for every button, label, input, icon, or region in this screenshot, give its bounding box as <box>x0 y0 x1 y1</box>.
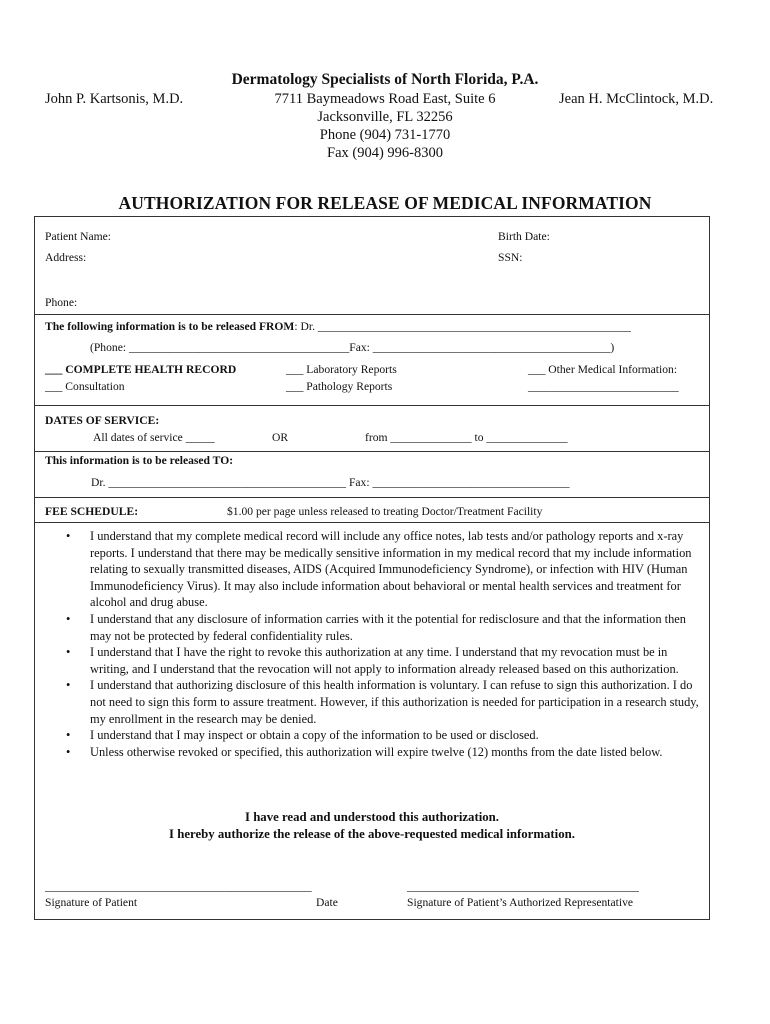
release-from-doctor-blank: : Dr. ______________________________________________________ <box>294 320 631 333</box>
signature-of-patient-label: Signature of Patient <box>45 896 138 909</box>
release-from-phone-fax: (Phone: ______________________________________Fax: _________________________________________) <box>90 341 615 354</box>
bullet-icon: • <box>66 678 71 693</box>
term-text: Unless otherwise revoked or specified, this authorization will expire twelve (12) months from the date listed below. <box>90 744 663 759</box>
term-text: I understand that I may inspect or obtain a copy of the information to be used or disclosed. <box>90 728 539 743</box>
release-to-doctor-fax: Dr. _________________________________________ Fax: __________________________________ <box>91 476 570 489</box>
other-medical-info-option: ___ Other Medical Information: <box>528 363 678 376</box>
list-item <box>66 677 706 727</box>
address-line-1: 7711 Baymeadows Road East, Suite 6 <box>274 91 496 107</box>
list-item <box>66 644 706 677</box>
divider <box>34 405 710 406</box>
term-text: I understand that I have the right to revoke this authorization at any time. I understand that my revocation must be in writing, and I understand that the revocation will not apply to information already released based on this authorization. <box>90 645 679 676</box>
birth-date-label: Birth Date: <box>498 230 550 243</box>
divider <box>34 314 710 315</box>
terms-list <box>66 528 706 760</box>
acknowledgment-line-1: I have read and understood this authorization. <box>245 810 499 824</box>
practice-phone: Phone (904) 731-1770 <box>319 127 451 143</box>
list-item <box>66 727 706 744</box>
release-from-label: The following information is to be released FROM <box>45 320 295 333</box>
list-item <box>66 744 706 761</box>
acknowledgment-line-2: I hereby authorize the release of the above-requested medical information. <box>169 827 575 841</box>
representative-signature-label: Signature of Patient’s Authorized Representative <box>407 896 634 909</box>
bullet-icon: • <box>66 611 71 626</box>
laboratory-reports-option: ___ Laboratory Reports <box>286 363 397 376</box>
list-item <box>66 611 706 644</box>
divider <box>34 497 710 498</box>
fee-schedule-text: $1.00 per page unless released to treating Doctor/Treatment Facility <box>227 505 543 518</box>
date-label: Date <box>316 896 338 909</box>
pathology-reports-option: ___ Pathology Reports <box>286 380 393 393</box>
date-range-blank: from ______________ to ______________ <box>365 431 568 444</box>
term-text: I understand that authorizing disclosure of this health information is voluntary. I can refuse to sign this authorization. I do not need to sign this form to assure treatment. However, if this authorization is needed for participation in a research study, my enrollment in the research may be denied. <box>90 678 699 726</box>
consultation-option: ___ Consultation <box>45 380 125 393</box>
doctor-right: Jean H. McClintock, M.D. <box>559 91 714 107</box>
or-label: OR <box>272 431 289 444</box>
bullet-icon: • <box>66 645 71 660</box>
release-from-line <box>45 320 631 334</box>
practice-name: Dermatology Specialists of North Florida, P.A. <box>231 71 539 88</box>
bullet-icon: • <box>66 529 71 543</box>
address-line-2: Jacksonville, FL 32256 <box>317 109 453 125</box>
complete-health-record-option: ___ COMPLETE HEALTH RECORD <box>45 363 237 376</box>
term-text: I understand that any disclosure of information carries with it the potential for redisclosure and that the information then may not be protected by federal confidentiality rules. <box>90 611 686 643</box>
representative-signature-line: ________________________________________ <box>407 880 639 893</box>
list-item <box>66 528 706 611</box>
all-dates-option: All dates of service _____ <box>93 431 215 444</box>
phone-label: Phone: <box>45 296 78 309</box>
dates-of-service-label: DATES OF SERVICE: <box>45 414 160 427</box>
bullet-icon: • <box>66 728 71 743</box>
divider <box>34 522 710 523</box>
patient-signature-line: ______________________________________________ <box>45 880 312 893</box>
practice-fax: Fax (904) 996-8300 <box>327 145 443 161</box>
divider <box>34 451 710 452</box>
term-text: I understand that my complete medical record will include any office notes, lab tests and/or pathology reports and x-ray reports. I understand that there may be medically sensitive information in my medical record that my include information relating to sexually transmitted diseases, AIDS (Acquired Immunodeficiency Syndrome), or infection with HIV (Human Immunodeficiency Virus). It may also include information about behavioral or mental health services and treatment for alcohol and drug abuse. <box>90 529 692 610</box>
release-to-label: This information is to be released TO: <box>45 454 234 467</box>
fee-schedule-label: FEE SCHEDULE: <box>45 505 139 518</box>
form-title: AUTHORIZATION FOR RELEASE OF MEDICAL INFORMATION <box>118 193 652 213</box>
other-medical-info-blank: __________________________ <box>528 380 679 393</box>
patient-name-label: Patient Name: <box>45 230 112 243</box>
bullet-icon: • <box>66 744 71 759</box>
ssn-label: SSN: <box>498 251 523 264</box>
address-label: Address: <box>45 251 87 264</box>
doctor-left: John P. Kartsonis, M.D. <box>45 91 184 107</box>
